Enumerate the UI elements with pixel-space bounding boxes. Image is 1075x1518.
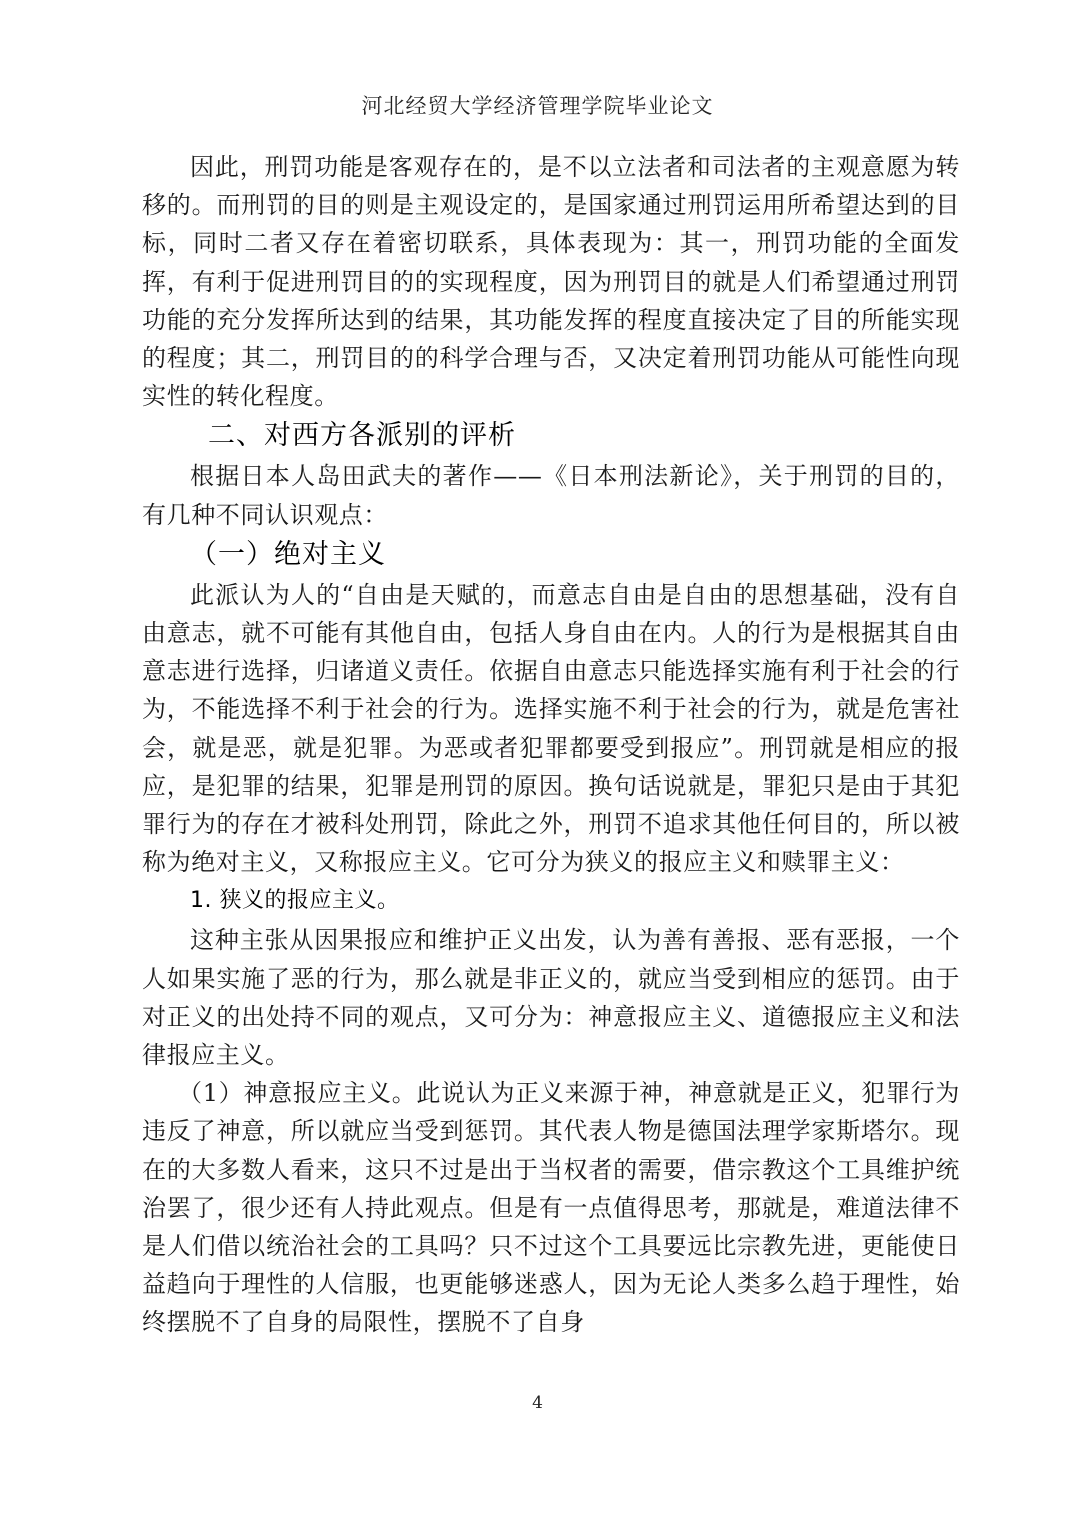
page-number: 4 (532, 1393, 543, 1413)
body-text (142, 148, 960, 1342)
paragraph-5: （1）神意报应主义。此说认为正义来源于神，神意就是正义，犯罪行为违反了神意，所以就应当受到惩罚。其代表人物是德国法理学家斯塔尔。现在的大多数人看来，这只不过是出于当权者的需要，借宗教这个工具维护统治罢了，很少还有人持此观点。但是有一点值得思考，那就是，难道法律不是人们借以统治社会的工具吗？只不过这个工具要远比宗教先进，更能使日益趋向于理性的人信服，也更能够迷惑人，因为无论人类多么趋于理性，始终摆脱不了自身的局限性，摆脱不了自身 (142, 1079, 960, 1337)
header-rule (145, 132, 960, 133)
paragraph-3: 此派认为人的“自由是天赋的，而意志自由是自由的思想基础，没有自由意志，就不可能有其他自由，包括人身自由在内。人的行为是根据其自由意志进行选择，归诸道义责任。依据自由意志只能选择实施有利于社会的行为，不能选择不利于社会的行为。选择实施不利于社会的行为，就是危害社会，就是恶，就是犯罪。为恶或者犯罪都要受到报应”。刑罚就是相应的报应，是犯罪的结果，犯罪是刑罚的原因。换句话说就是，罪犯只是由于其犯罪行为的存在才被科处刑罚，除此之外，刑罚不追求其他任何目的，所以被称为绝对主义，又称报应主义。它可分为狭义的报应主义和赎罪主义： (142, 580, 960, 877)
subsection-heading-absolutism: （一）绝对主义 (190, 538, 386, 570)
subheading-narrow-retribution: 1. 狭义的报应主义。 (190, 888, 400, 914)
paragraph-2: 根据日本人岛田武夫的著作——《日本刑法新论》，关于刑罚的目的，有几种不同认识观点： (142, 462, 960, 529)
page-header: 河北经贸大学经济管理学院毕业论文 (361, 94, 714, 118)
paragraph-1: 因此，刑罚功能是客观存在的，是不以立法者和司法者的主观意愿为转移的。而刑罚的目的则是主观设定的，是国家通过刑罚运用所希望达到的目标，同时二者又存在着密切联系，具体表现为：其一，刑罚功能的全面发挥，有利于促进刑罚目的的实现程度，因为刑罚目的就是人们希望通过刑罚功能的充分发挥所达到的结果，其功能发挥的程度直接决定了目的所能实现的程度；其二，刑罚目的的科学合理与否，又决定着刑罚功能从可能性向现实性的转化程度。 (142, 153, 960, 411)
paragraph-4: 这种主张从因果报应和维护正义出发，认为善有善报、恶有恶报，一个人如果实施了恶的行为，那么就是非正义的，就应当受到相应的惩罚。由于对正义的出处持不同的观点，又可分为：神意报应主义、道德报应主义和法律报应主义。 (142, 926, 960, 1070)
section-heading-2: 二、对西方各派别的评析 (208, 420, 516, 452)
